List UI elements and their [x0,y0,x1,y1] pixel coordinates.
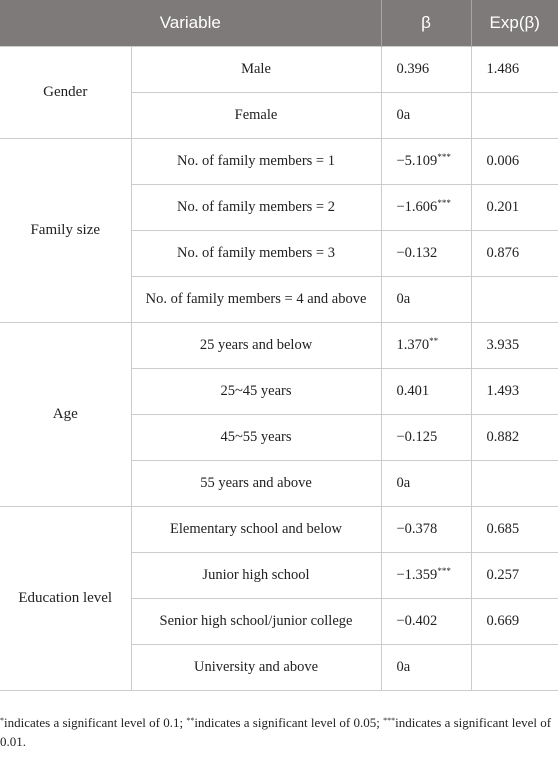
row-label: No. of family members = 4 and above [131,277,381,323]
beta-value: 0a [396,659,411,675]
row-label: 55 years and above [131,461,381,507]
header-row [0,0,558,47]
significance-mark: ** [429,336,439,346]
beta-cell [381,415,471,461]
significance-mark: *** [437,566,451,576]
beta-value: 0a [396,107,411,123]
beta-cell [381,599,471,645]
table-row [0,47,558,93]
beta-value: 0.396 [396,61,430,77]
beta-cell [381,507,471,553]
group-label: Age [0,323,131,507]
table-row [0,323,558,369]
row-label: University and above [131,645,381,691]
footnote-mark-2: ** [186,716,195,725]
beta-value: −5.109 [396,153,438,169]
row-label: Senior high school/junior college [131,599,381,645]
exp-beta-cell: 0.876 [471,231,558,277]
group-label: Family size [0,139,131,323]
exp-beta-cell: 1.486 [471,47,558,93]
header-beta: β [381,0,471,47]
footnote-text-2: indicates a significant level of 0.05; [194,715,384,730]
beta-cell [381,645,471,691]
exp-beta-cell [471,461,558,507]
footnote [0,713,556,751]
beta-value: 1.370 [396,337,430,353]
beta-cell [381,277,471,323]
header-variable: Variable [0,0,381,47]
beta-value: −1.606 [396,199,438,215]
row-label: 45~55 years [131,415,381,461]
exp-beta-cell: 0.257 [471,553,558,599]
beta-cell [381,323,471,369]
row-label: Female [131,93,381,139]
significance-mark: *** [437,198,451,208]
exp-beta-cell: 1.493 [471,369,558,415]
exp-beta-cell: 3.935 [471,323,558,369]
beta-value: 0a [396,291,411,307]
beta-cell [381,231,471,277]
table-row [0,139,558,185]
exp-beta-cell: 0.006 [471,139,558,185]
beta-value: 0a [396,475,411,491]
exp-beta-cell: 0.685 [471,507,558,553]
table-row [0,507,558,553]
row-label: 25 years and below [131,323,381,369]
beta-value: −0.402 [396,613,438,629]
beta-cell [381,47,471,93]
row-label: Junior high school [131,553,381,599]
beta-value: −1.359 [396,567,438,583]
exp-beta-cell [471,93,558,139]
beta-cell [381,461,471,507]
significance-mark: *** [437,152,451,162]
header-exp-beta: Exp(β) [471,0,558,47]
exp-beta-cell: 0.669 [471,599,558,645]
beta-cell [381,185,471,231]
row-label: No. of family members = 3 [131,231,381,277]
exp-beta-cell: 0.201 [471,185,558,231]
row-label: 25~45 years [131,369,381,415]
exp-beta-cell [471,277,558,323]
beta-cell [381,139,471,185]
footnote-text-1: indicates a significant level of 0.1; [4,715,187,730]
beta-value: −0.378 [396,521,438,537]
beta-value: −0.125 [396,429,438,445]
beta-value: −0.132 [396,245,438,261]
row-label: No. of family members = 1 [131,139,381,185]
group-label: Education level [0,507,131,691]
exp-beta-cell: 0.882 [471,415,558,461]
beta-cell [381,369,471,415]
exp-beta-cell [471,645,558,691]
footnote-text-3: indicates a significant level of 0.01. [0,715,552,749]
beta-cell [381,553,471,599]
row-label: No. of family members = 2 [131,185,381,231]
beta-cell [381,93,471,139]
footnote-mark-1: * [0,716,4,725]
beta-value: 0.401 [396,383,430,399]
footnote-mark-3: *** [383,716,396,725]
table-body [0,47,558,691]
row-label: Elementary school and below [131,507,381,553]
row-label: Male [131,47,381,93]
group-label: Gender [0,47,131,139]
